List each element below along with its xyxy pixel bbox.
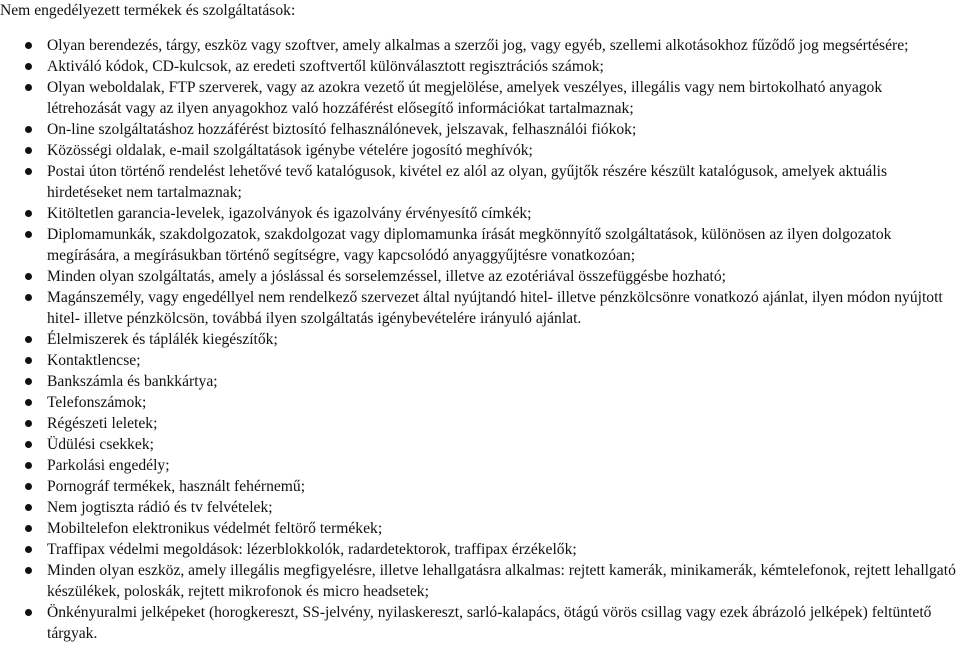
list-item: Aktiváló kódok, CD-kulcsok, az eredeti szoftvertől különválasztott regisztrációs számok; — [0, 56, 956, 77]
prohibited-items-list — [0, 35, 956, 644]
list-item: Bankszámla és bankkártya; — [0, 371, 956, 392]
list-item: Parkolási engedély; — [0, 455, 956, 476]
list-item: Minden olyan eszköz, amely illegális megfigyelésre, illetve lehallgatásra alkalmas: rejtett kamerák, minikamerák, kémtelefonok, rejtett lehallgató készülékek, poloskák, rejtett mikrofonok és micro headsetek; — [0, 560, 956, 602]
list-item: Telefonszámok; — [0, 392, 956, 413]
list-item: Postai úton történő rendelést lehetővé tevő katalógusok, kivétel ez alól az olyan, gyűjtők részére készült katalógusok, amelyek aktuális hirdetéseket nem tartalmaznak; — [0, 161, 956, 203]
list-item: Minden olyan szolgáltatás, amely a jóslással és sorselemzéssel, illetve az ezotériával összefüggésbe hozható; — [0, 266, 956, 287]
list-item: On-line szolgáltatáshoz hozzáférést biztosító felhasználónevek, jelszavak, felhasználói fiókok; — [0, 119, 956, 140]
list-item: Önkényuralmi jelképeket (horogkereszt, SS-jelvény, nyilaskereszt, sarló-kalapács, ötágú vörös csillag vagy ezek ábrázoló jelképek) feltüntető tárgyak. — [0, 602, 956, 644]
list-item: Üdülési csekkek; — [0, 434, 956, 455]
list-item: Kitöltetlen garancia-levelek, igazolványok és igazolvány érvényesítő címkék; — [0, 203, 956, 224]
list-item: Élelmiszerek és táplálék kiegészítők; — [0, 329, 956, 350]
section-heading: Nem engedélyezett termékek és szolgáltatások: — [0, 2, 296, 19]
list-item: Diplomamunkák, szakdolgozatok, szakdolgozat vagy diplomamunka írását megkönnyítő szolgáltatások, különösen az ilyen dolgozatok megírására, a megírásukban történő segítségre, vagy kapcsolódó anyaggyűjtésre vonatkozóan; — [0, 224, 956, 266]
list-item: Pornográf termékek, használt fehérnemű; — [0, 476, 956, 497]
list-item: Traffipax védelmi megoldások: lézerblokkolók, radardetektorok, traffipax érzékelők; — [0, 539, 956, 560]
list-item: Magánszemély, vagy engedéllyel nem rendelkező szervezet által nyújtandó hitel- illetve pénzkölcsönre vonatkozó ajánlat, ilyen módon nyújtott hitel- illetve pénzkölcsön, továbbá ilyen szolgáltatás igénybevételére irányuló ajánlat. — [0, 287, 956, 329]
list-item: Olyan weboldalak, FTP szerverek, vagy az azokra vezető út megjelölése, amelyek veszélyes, illegális vagy nem birtokolható anyagok létrehozását vagy az ilyen anyagokhoz való hozzáférést elősegítő információkat tartalmaznak; — [0, 77, 956, 119]
list-item: Olyan berendezés, tárgy, eszköz vagy szoftver, amely alkalmas a szerzői jog, vagy egyéb, szellemi alkotásokhoz fűződő jog megsértésére; — [0, 35, 956, 56]
list-item: Közösségi oldalak, e-mail szolgáltatások igénybe vételére jogosító meghívók; — [0, 140, 956, 161]
list-item: Kontaktlencse; — [0, 350, 956, 371]
list-item: Mobiltelefon elektronikus védelmét feltörő termékek; — [0, 518, 956, 539]
list-item: Régészeti leletek; — [0, 413, 956, 434]
list-item: Nem jogtiszta rádió és tv felvételek; — [0, 497, 956, 518]
